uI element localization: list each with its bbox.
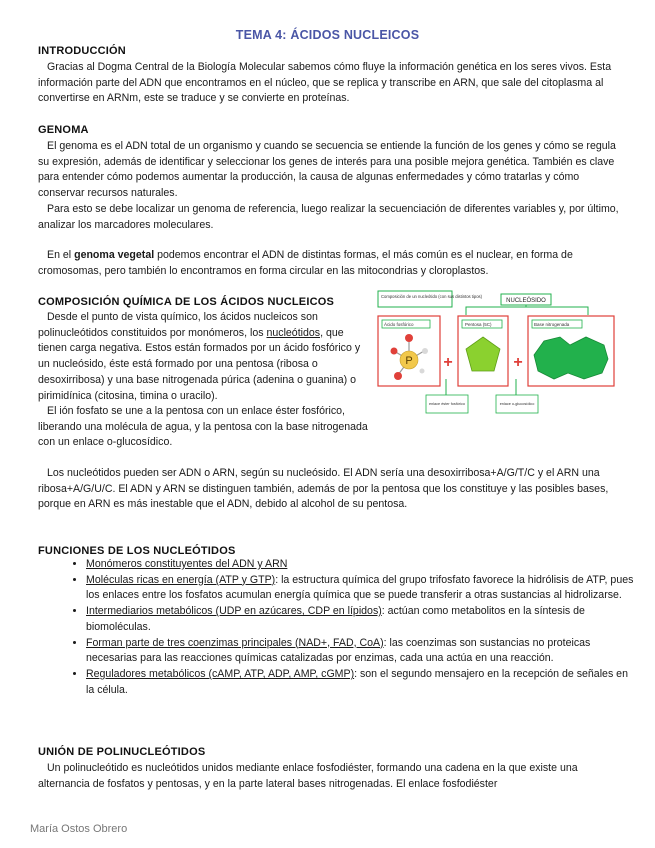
- heading-funciones: FUNCIONES DE LOS NUCLEÓTIDOS: [38, 545, 236, 557]
- paragraph-union: [38, 761, 620, 792]
- plus-sign-2: +: [513, 354, 523, 371]
- funcion-desc: : son el segundo mensajero en la recepción de señales en la célula.: [86, 667, 628, 696]
- funcion-desc: : las coenzimas son sustancias no proteicas necesarias para las reacciones químicas catalizadas por enzimas, cada una actúa en una reacción.: [86, 636, 591, 665]
- oxygen-atom-icon: [391, 348, 398, 355]
- nucleotide-composition-figure: [376, 289, 616, 419]
- list-item: [86, 667, 634, 698]
- figure-top-right-label: NUCLEÓSIDO: [506, 298, 546, 304]
- box2-label: Pentosa (5C): [465, 322, 492, 327]
- figure-top-left-label: Composición de un nucleótido (con sus distintos tipos): [381, 294, 483, 299]
- paragraph-composicion-1: [38, 310, 368, 404]
- genoma-p1-text: El genoma es el ADN total de un organismo y cuando se secuencia se entiende la función de los genes y cómo se regula su expresión, además de identificar y seleccionar los genes de interés para una posible mejora genética. También es clave para entender cómo podemos aumentar la producción, la causa de algunas enfermedades y cómo tratarlas y cómo conservar recursos naturales.: [38, 140, 616, 200]
- paragraph-introduccion: [38, 60, 620, 107]
- funcion-title: Forman parte de tres coenzimas principales (NAD+, FAD, CoA): [86, 636, 384, 649]
- funciones-list: [66, 557, 634, 698]
- composicion-p2-text: El ión fosfato se une a la pentosa con un enlace éster fosfórico, liberando una molécula de agua, y la pentosa con la base nitrogenada con un enlace o-glucosídico.: [38, 405, 368, 449]
- list-item: [86, 573, 634, 604]
- paragraph-composicion-2: [38, 404, 368, 451]
- box1-label: Ácido fosfórico: [384, 322, 414, 327]
- funcion-title: Intermediarios metabólicos (UDP en azúcares, CDP en lípidos): [86, 605, 382, 618]
- heading-introduccion: INTRODUCCIÓN: [38, 45, 126, 57]
- composicion-p1-before: Desde el punto de vista químico, los ácidos nucleicos son polinucleótidos constituidos por monómeros, los: [38, 311, 318, 339]
- union-text: Un polinucleótido es nucleótidos unidos mediante enlace fosfodiéster, formando una cadena en la que existe una alternancia de fosfatos y pentosas, y en la parte lateral bases nitrogenadas. El enlace fosfodiéster: [38, 762, 578, 790]
- page-title: TEMA 4: ÁCIDOS NUCLEICOS: [235, 28, 420, 42]
- funcion-title: Moléculas ricas en energía (ATP y GTP): [86, 573, 276, 586]
- heading-genoma: GENOMA: [38, 124, 89, 136]
- list-item: [86, 557, 634, 573]
- intro-text: Gracias al Dogma Central de la Biología Molecular sabemos cómo fluye la información genética en los seres vivos. Esta información parte del ADN que encontramos en el núcleo, que se replica y transcribe en ARN, que sale del citoplasma al convertirse en ARNm, este se traduce y se convierte en proteínas.: [38, 61, 612, 105]
- oxygen-atom-icon: [405, 334, 413, 342]
- hydrogen-atom-icon: [420, 369, 425, 374]
- footer-author: María Ostos Obrero: [30, 823, 128, 835]
- oxygen-atom-icon: [394, 372, 402, 380]
- box3-label: Base nitrogenada: [534, 322, 570, 327]
- plus-sign-1: +: [443, 354, 453, 371]
- list-item: [86, 636, 634, 667]
- heading-composicion: COMPOSICIÓN QUÍMICA DE LOS ÁCIDOS NUCLEICOS: [38, 296, 335, 308]
- hydrogen-atom-icon: [422, 348, 428, 354]
- list-item: [86, 604, 634, 635]
- phosphorus-letter: P: [405, 355, 413, 367]
- funcion-desc: : la estructura química del grupo trifosfato favorece la hidrólisis de ATP, pues los enlaces entre los fosfatos acumulan energía química que se puede transferir a otras sustancias al hidrolizarse.: [86, 573, 634, 602]
- composicion-p1-after: que tienen carga negativa. Estos están formados por un ácido fosfórico y un nucleósido, éste está formado por una pentosa (ribosa o desoxirribosa) y una base nitrogenada púrica (adenina o guanina) o pirimidínica (citosina, timina o uracilo).: [38, 326, 361, 402]
- funcion-title: Reguladores metabólicos (cAMP, ATP, ADP, AMP, cGMP): [86, 667, 355, 680]
- paragraph-genoma-1: [38, 139, 620, 202]
- genoma-vegetal-bold: genoma vegetal: [74, 249, 155, 261]
- bottom-left-label: enlace éster fosfórico: [428, 402, 466, 406]
- genoma-p3-before: En el: [47, 249, 75, 261]
- paragraph-composicion-3: [38, 466, 620, 513]
- nucleotidos-underlined: nucleótidos,: [266, 326, 324, 339]
- genoma-p3-after: podemos encontrar el ADN de distintas formas, el más común es el nuclear, en forma de cromosomas, pero también lo encontramos en forma circular en las mitocondrias y cloroplastos.: [38, 249, 573, 277]
- paragraph-genoma-3: [38, 248, 620, 279]
- paragraph-genoma-2: [38, 202, 620, 233]
- heading-union: UNIÓN DE POLINUCLEÓTIDOS: [38, 746, 206, 758]
- genoma-p2-text: Para esto se debe localizar un genoma de referencia, luego realizar la secuenciación de diferentes variables y, por último, analizar los marcadores moleculares.: [38, 203, 619, 231]
- funcion-desc: : actúan como metabolitos en la síntesis de biomoléculas.: [86, 605, 585, 633]
- funcion-title: Monómeros constituyentes del ADN y ARN: [86, 558, 288, 570]
- nucleoside-bracket: [466, 307, 588, 315]
- composicion-p3-text: Los nucleótidos pueden ser ADN o ARN, según su nucleósido. El ADN sería una desoxirribosa+A/G/T/C y el ARN una ribosa+A/G/U/C. El ADN y ARN se distinguen también, además de por la pentosa que los constituye y las posibles bases, porque en ARN es más inestable que el ADN, debido al alcohol de su pentosa.: [38, 467, 609, 511]
- bottom-right-label: enlace o-glucosídico: [499, 402, 535, 406]
